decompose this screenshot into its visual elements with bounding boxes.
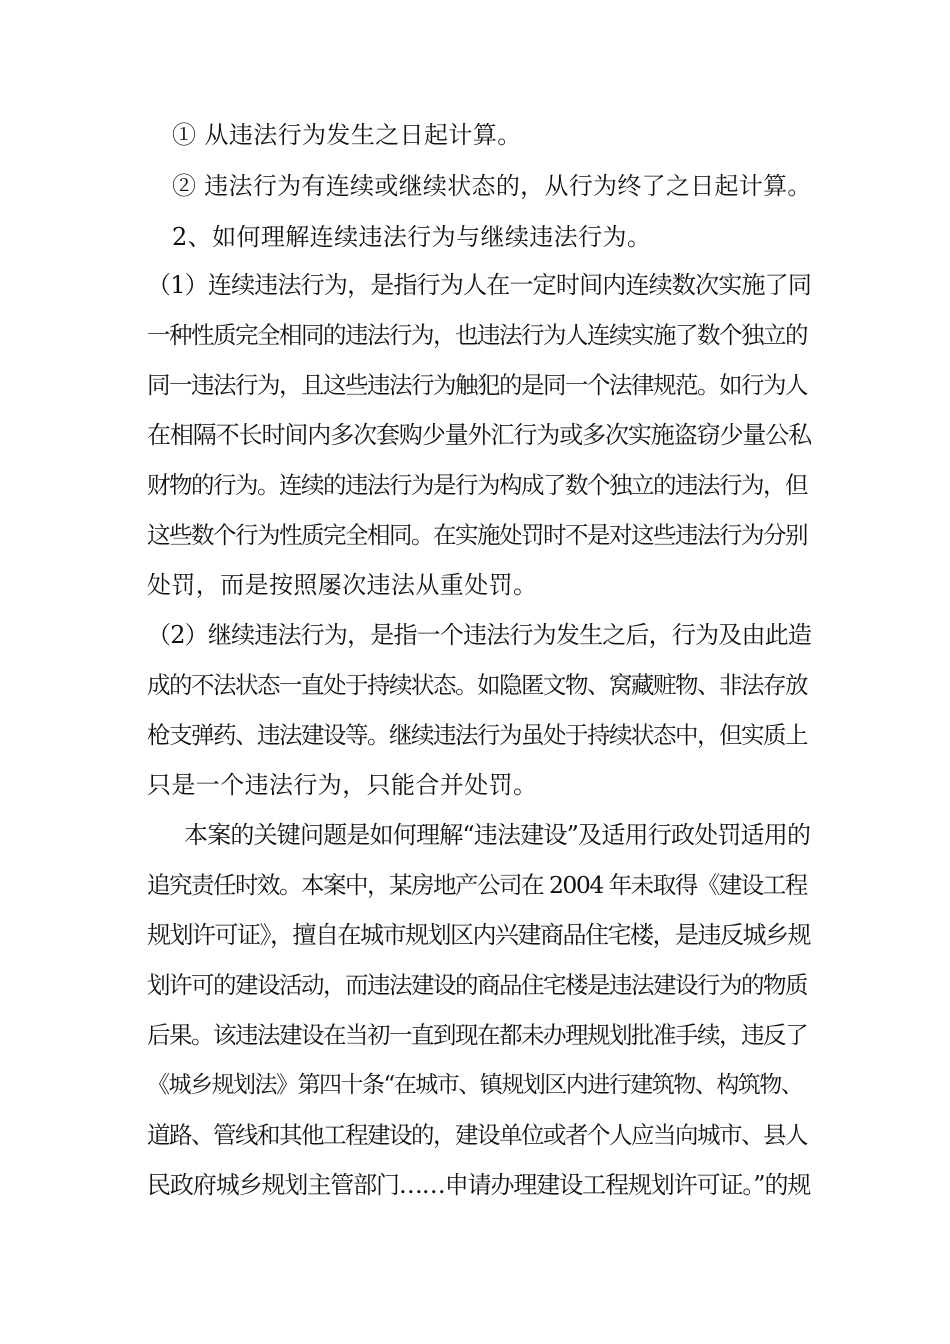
text-line: 后果。该违法建设在当初一直到现在都未办理规划批准手续，违反了: [147, 1021, 807, 1049]
text-line: 这些数个行为性质完全相同。在实施处罚时不是对这些违法行为分别: [147, 521, 807, 549]
text-line: 在相隔不长时间内多次套购少量外汇行为或多次实施盗窃少量公私: [147, 421, 812, 449]
text-line: 《城乡规划法》第四十条“在城市、镇规划区内进行建筑物、构筑物、: [147, 1072, 803, 1098]
text-line: 财物的行为。连续的违法行为是行为构成了数个独立的违法行为，但: [147, 471, 807, 499]
text-line: 2、如何理解连续违法行为与继续违法行为。: [172, 223, 652, 251]
text-line: ② 违法行为有连续或继续状态的，从行为终了之日起计算。: [172, 172, 812, 200]
text-line: 道路、管线和其他工程建设的，建设单位或者个人应当向城市、县人: [147, 1121, 807, 1149]
text-line: ① 从违法行为发生之日起计算。: [172, 121, 522, 149]
text-line: 规划许可证》，擅自在城市规划区内兴建商品住宅楼，是违反城乡规: [147, 921, 810, 949]
text-line: （1）连续违法行为，是指行为人在一定时间内连续数次实施了同: [147, 271, 812, 299]
text-line: 成的不法状态一直处于持续状态。如隐匿文物、窝藏赃物、非法存放: [147, 671, 807, 699]
text-line: 处罚，而是按照屡次违法从重处罚。: [147, 571, 538, 599]
text-line: 枪支弹药、违法建设等。继续违法行为虽处于持续状态中，但实质上: [147, 721, 807, 749]
text-line: 划许可的建设活动，而违法建设的商品住宅楼是违法建设行为的物质: [147, 971, 807, 999]
text-line: 只是一个违法行为，只能合并处罚。: [147, 771, 538, 799]
text-line: 一种性质完全相同的违法行为，也违法行为人连续实施了数个独立的: [147, 321, 807, 349]
text-line: 民政府城乡规划主管部门……申请办理建设工程规划许可证。”的规: [147, 1171, 811, 1199]
text-line: 同一违法行为，且这些违法行为触犯的是同一个法律规范。如行为人: [147, 371, 807, 399]
text-line: 本案的关键问题是如何理解“违法建设”及适用行政处罚适用的: [184, 821, 811, 849]
text-line: 追究责任时效。本案中，某房地产公司在 2004 年未取得《建设工程: [147, 871, 807, 899]
text-line: （2）继续违法行为，是指一个违法行为发生之后，行为及由此造: [147, 621, 812, 649]
